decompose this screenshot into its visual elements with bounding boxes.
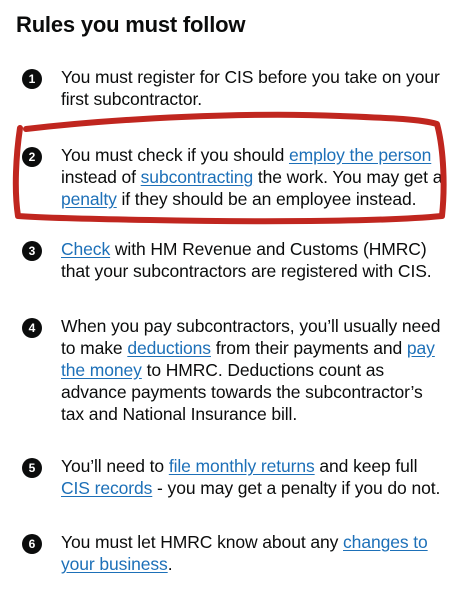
deductions-link[interactable]: deductions (127, 338, 211, 358)
rule-3-text (61, 238, 446, 282)
employ-the-person-link[interactable]: employ the person (288, 145, 432, 165)
rule-1-text-part: You must register for CIS before you take on your first subcontractor. (61, 67, 440, 109)
rule-4-text-part: from their payments and (210, 338, 407, 358)
rule-6-text (61, 531, 446, 575)
rule-2-text-part: if they should be an employee instead. (116, 189, 417, 209)
cis-records-link[interactable]: CIS records (61, 478, 153, 498)
file-monthly-returns-link[interactable]: file monthly returns (168, 456, 315, 476)
rule-2-text (61, 144, 446, 210)
step-number-1: 1 (22, 69, 42, 89)
rule-5-text-part: - you may get a penalty if you do not. (152, 478, 441, 498)
check-link[interactable]: Check (61, 239, 111, 259)
step-number-4: 4 (22, 318, 42, 338)
rule-4-text-part: to HMRC. Deductions count as advance payments towards the subcontractor’s tax and National Insurance bill. (61, 360, 423, 424)
pay-the-money-link[interactable]: pay the money (61, 338, 435, 380)
subcontracting-link[interactable]: subcontracting (140, 167, 254, 187)
rule-2-text-part: You must check if you should (61, 145, 289, 165)
step-number-5: 5 (22, 458, 42, 478)
rule-2-text-part: instead of (61, 167, 141, 187)
rule-2-text-part: the work. You may get a (253, 167, 443, 187)
changes-to-your-business-link[interactable]: changes to your business (61, 532, 428, 574)
rule-5-text-part: You’ll need to (61, 456, 169, 476)
page-title: Rules you must follow (16, 12, 246, 37)
step-number-2: 2 (22, 147, 42, 167)
rule-3-text-part: with HM Revenue and Customs (HMRC) that your subcontractors are registered with CIS. (61, 239, 432, 281)
rule-4-text (61, 315, 446, 425)
step-number-3: 3 (22, 241, 42, 261)
penalty-link[interactable]: penalty (61, 189, 117, 209)
step-number-6: 6 (22, 534, 42, 554)
rule-4-text-part: When you pay subcontractors, you’ll usually need to make (61, 316, 441, 358)
rule-5-text-part: and keep full (314, 456, 418, 476)
rule-6-text-part: . (167, 554, 173, 574)
rule-1-text (61, 66, 446, 110)
rule-5-text (61, 455, 446, 499)
rule-6-text-part: You must let HMRC know about any (61, 532, 344, 552)
